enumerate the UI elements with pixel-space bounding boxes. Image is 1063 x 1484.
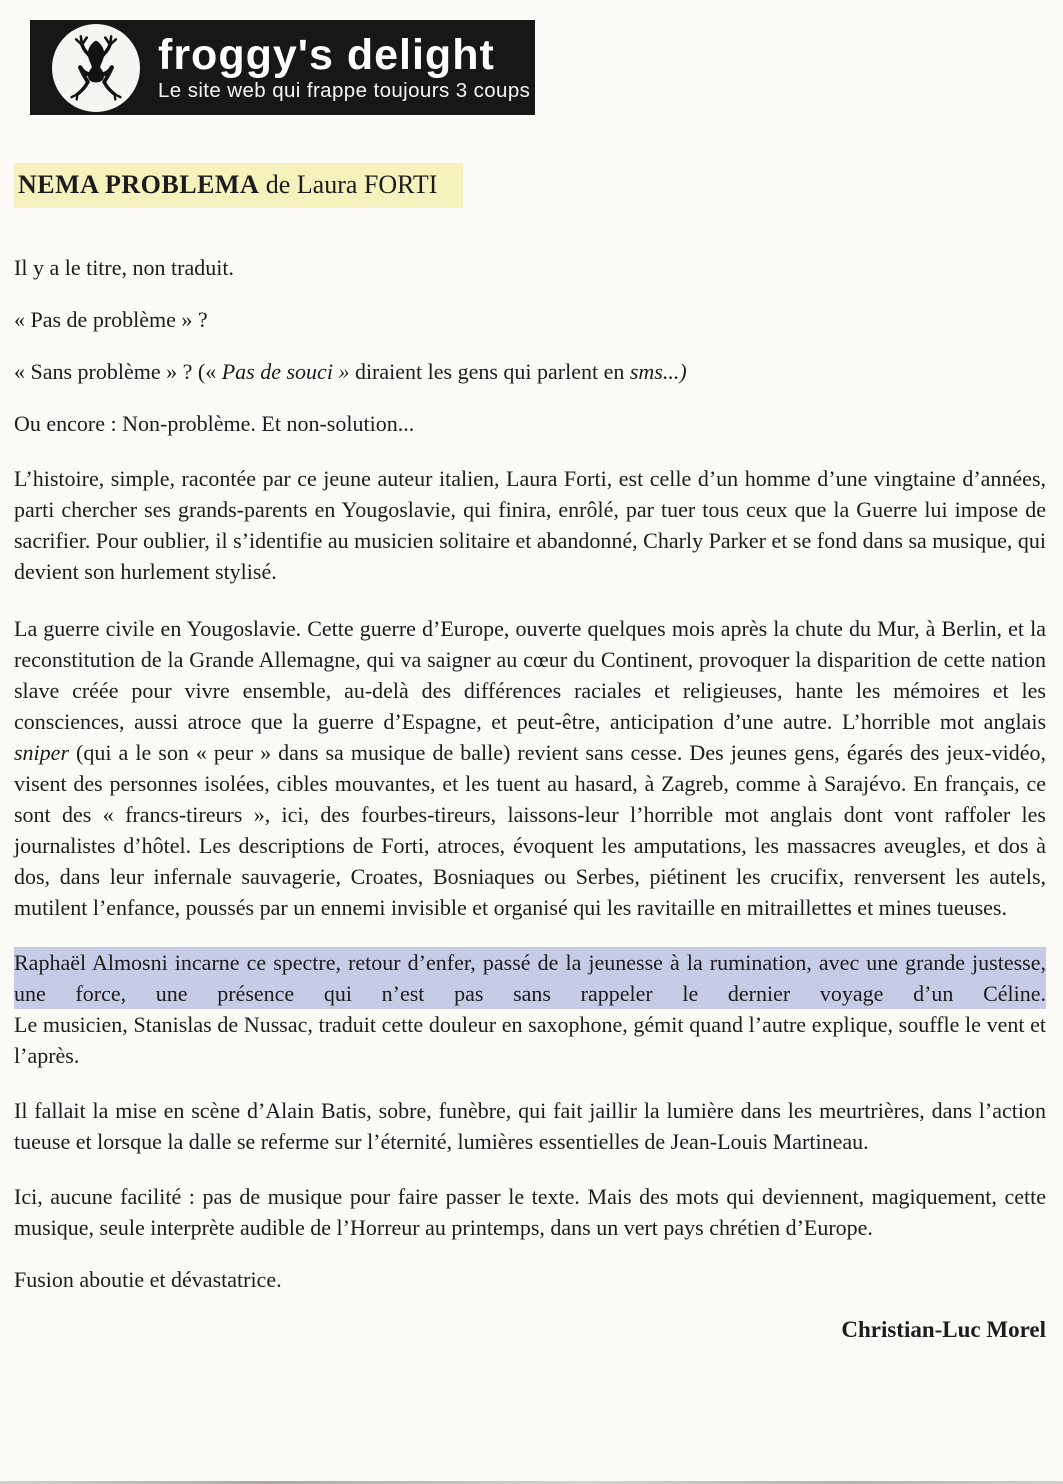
author-signature: Christian-Luc Morel — [841, 1317, 1046, 1342]
text-run: La guerre civile en Yougoslavie. Cette guerre d’Europe, ouverte quelques mois après la chute du Mur, à Berlin, et la reconstitution de la Grande Allemagne, qui va saigner au cœur du Continent, provoquer la disparition de cette nation slave créée pour vivre ensemble, au-delà des différences raciales et religieuses, hante les mémoires et les consciences, aussi atroce que la guerre d’Espagne, et peut-être, anticipation d’une autre. L’horrible mot anglais — [14, 616, 1046, 734]
blue-highlighted-passage: Raphaël Almosni incarne ce spectre, retour d’enfer, passé de la jeunesse à la rumination, avec une grande justesse, une force, une présence qui n’est pas sans rappeler le dernier voyage d’un Céline. — [14, 947, 1046, 1009]
title-author-text: de Laura FORTI — [259, 170, 438, 199]
paragraph-histoire: L’histoire, simple, racontée par ce jeune auteur italien, Laura Forti, est celle d’un homme d’une vingtaine d’années, parti chercher ses grands-parents en Yougoslavie, qui finira, enrôlé, par tuer tous ceux que la Guerre lui impose de sacrifier. Pour oublier, il s’identifie au musicien solitaire et abandonné, Charly Parker et se fond dans sa musique, qui devient son hurlement stylisé. — [14, 466, 1046, 584]
italic-phrase: sms...) — [629, 359, 687, 384]
text-run: (qui a le son « peur » dans sa musique de balle) revient sans cesse. Des jeunes gens, égarés des jeux-vidéo, visent des personnes isolées, cibles mouvantes, et les tuent au hasard, à Zagreb, comme à Sarajévo. En français, ce sont des « francs-tireurs », ici, des fourbes-tireurs, laissons-leur l’horrible mot anglais dont vont raffoler les journalistes d’hôtel. Les descriptions de Forti, atroces, évoquent les amputations, les massacres aveugles, et dos à dos, dans leur infernale sauvagerie, Croates, Bosniaques ou Serbes, piétinent les crucifix, renversent les autels, mutilent l’enfance, poussés par un ennemi invisible et organisé qui les ravitaille en mitraillettes et mines tueuses. — [14, 740, 1046, 920]
paragraph-mise-en-scene: Il fallait la mise en scène d’Alain Batis, sobre, funèbre, qui fait jaillir la lumière dans les meurtrières, dans l’action tueuse et lorsque la dalle se referme sur l’éternité, lumières essentielles de Jean-Louis Martineau. — [14, 1098, 1046, 1154]
paragraph-pas-de-probleme: « Pas de problème » ? — [14, 307, 208, 332]
paragraph-aucune-facilite: Ici, aucune facilité : pas de musique pour faire passer le texte. Mais des mots qui deviennent, magiquement, cette musique, seule interprète audible de l’Horreur au printemps, dans un vert pays chrétien d’Europe. — [14, 1184, 1046, 1240]
paragraph-fusion: Fusion aboutie et dévastatrice. — [14, 1267, 282, 1292]
text-run: diraient les gens qui parlent en — [349, 359, 630, 384]
work-title-text: NEMA PROBLEMA — [18, 170, 260, 199]
article-title — [14, 168, 1046, 202]
site-title: froggy's delight — [158, 30, 495, 79]
italic-phrase: Pas de souci » — [221, 359, 350, 384]
text-run: « Sans problème » ? (« — [14, 359, 222, 384]
text-run: Le musicien, Stanislas de Nussac, traduit cette douleur en saxophone, gémit quand l’autre explique, souffle le vent et l’après. — [14, 1012, 1046, 1068]
review-article — [14, 0, 1046, 1345]
paragraph-sans-probleme — [14, 356, 1046, 387]
italic-phrase: sniper — [14, 740, 69, 765]
paragraph-ou-encore: Ou encore : Non-problème. Et non-solution... — [14, 411, 415, 436]
paragraph-guerre-civile — [14, 613, 1046, 923]
paragraph-title-note: Il y a le titre, non traduit. — [14, 255, 234, 280]
site-tagline: Le site web qui frappe toujours 3 coups — [158, 78, 531, 102]
title-yellow-highlight — [14, 163, 463, 208]
paragraph-raphael-almosni — [14, 947, 1046, 1071]
